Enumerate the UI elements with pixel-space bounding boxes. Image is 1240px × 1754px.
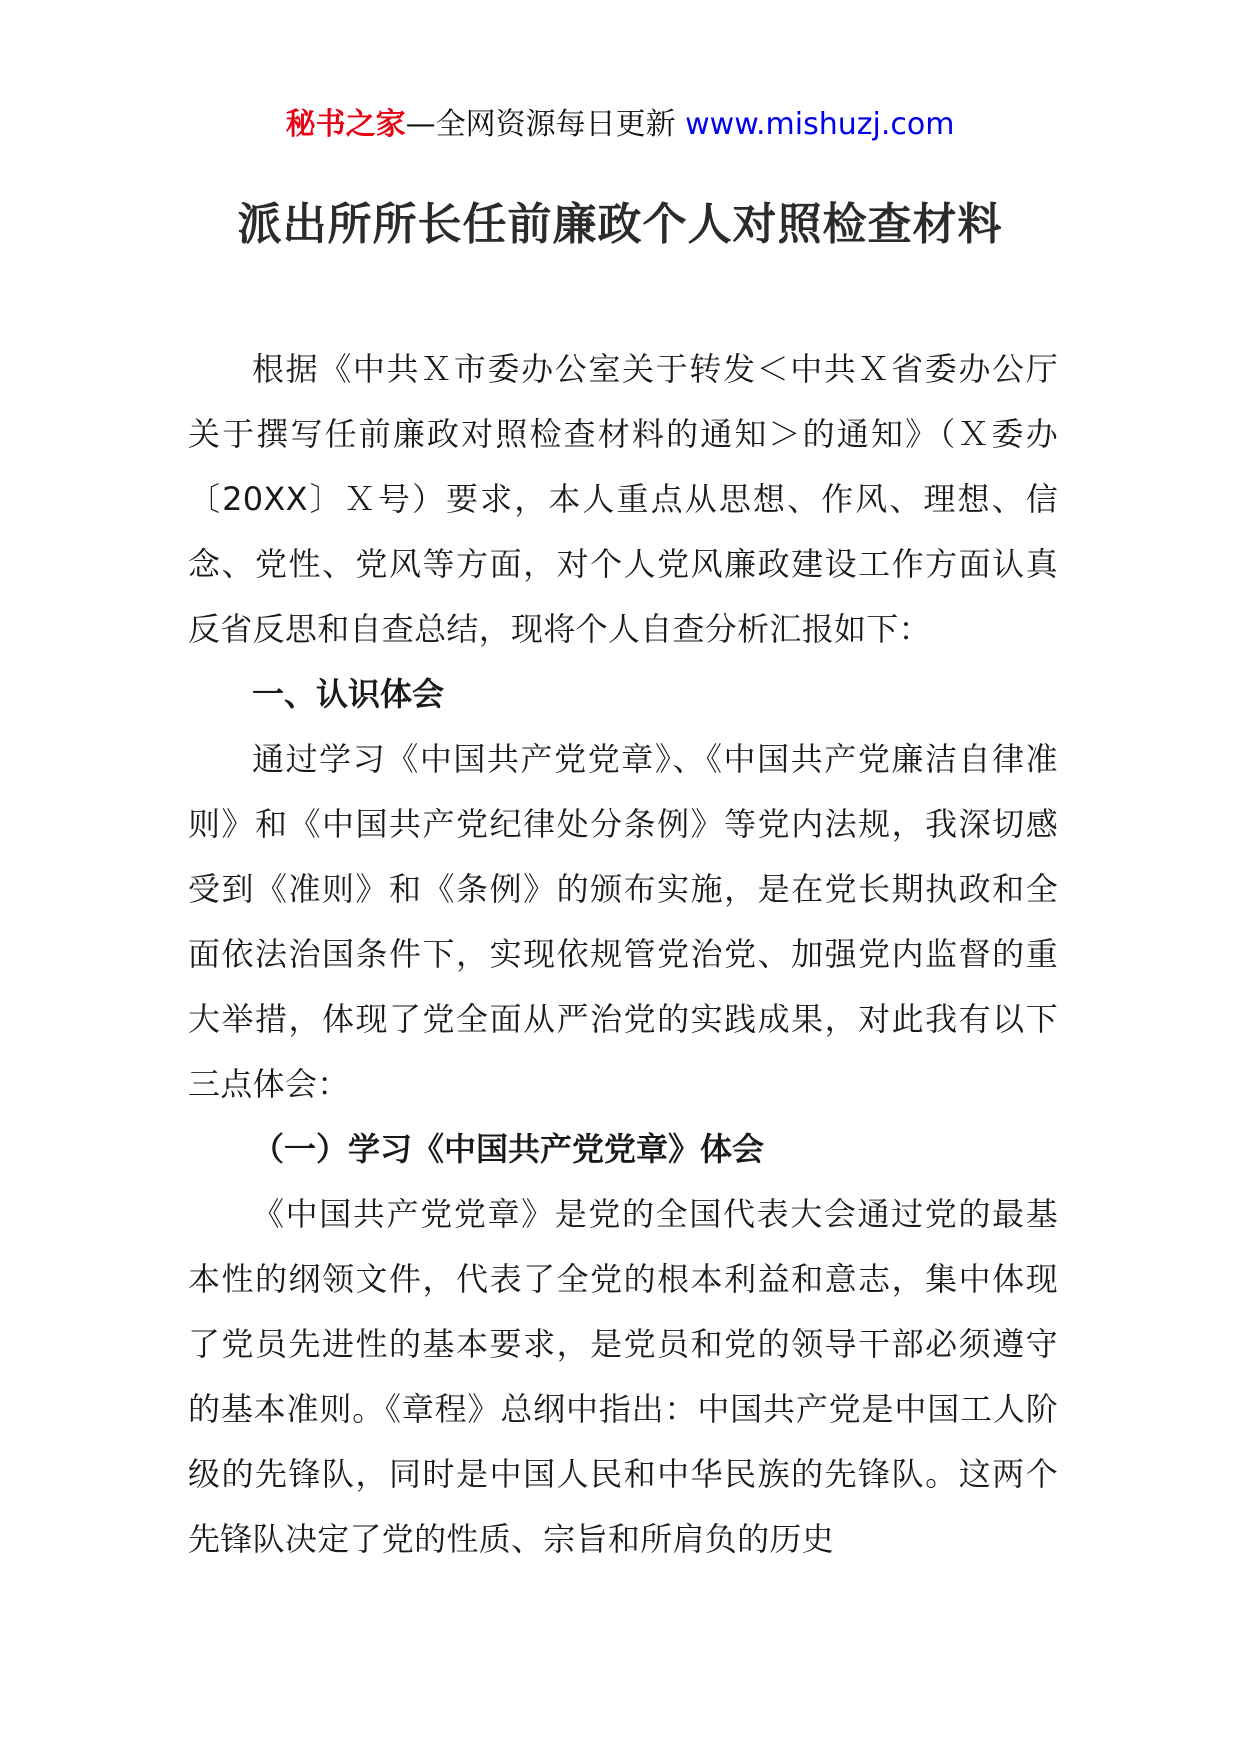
header-tagline: —全网资源每日更新 bbox=[405, 107, 686, 142]
site-url-link[interactable]: www.mishuzj.com bbox=[685, 107, 955, 142]
document-title: 派出所所长任前廉政个人对照检查材料 bbox=[237, 199, 1003, 250]
section-1-paragraph: 通过学习《中国共产党党章》、《中国共产党廉洁自律准则》和《中国共产党纪律处分条例》等党内法规，我深切感受到《准则》和《条例》的颁布实施，是在党长期执政和全面依法治国条件下，实现依规管党治党、加强党内监督的重大举措，体现了党全面从严治党的实践成果，对此我有以下三点体会： bbox=[188, 740, 1058, 1103]
subsection-heading-1: （一）学习《中国共产党党章》体会 bbox=[252, 1130, 765, 1168]
intro-paragraph: 根据《中共Ｘ市委办公室关于转发＜中共Ｘ省委办公厅关于撰写任前廉政对照检查材料的通知＞的通知》（Ｘ委办〔20XX〕Ｘ号）要求，本人重点从思想、作风、理想、信念、党性、党风等方面，对个人党风廉政建设工作方面认真反省反思和自查总结，现将个人自查分析汇报如下： bbox=[188, 350, 1058, 648]
section-heading-1: 一、认识体会 bbox=[252, 675, 445, 713]
document-body bbox=[188, 337, 1058, 1572]
brand-name: 秘书之家 bbox=[285, 107, 406, 142]
subsection-1-paragraph: 《中国共产党党章》是党的全国代表大会通过党的最基本性的纲领文件，代表了全党的根本利益和意志，集中体现了党员先进性的基本要求，是党员和党的领导干部必须遵守的基本准则。《章程》总纲中指出：中国共产党是中国工人阶级的先锋队，同时是中国人民和中华民族的先锋队。这两个先锋队决定了党的性质、宗旨和所肩负的历史 bbox=[188, 1195, 1058, 1558]
site-header bbox=[0, 100, 1240, 150]
